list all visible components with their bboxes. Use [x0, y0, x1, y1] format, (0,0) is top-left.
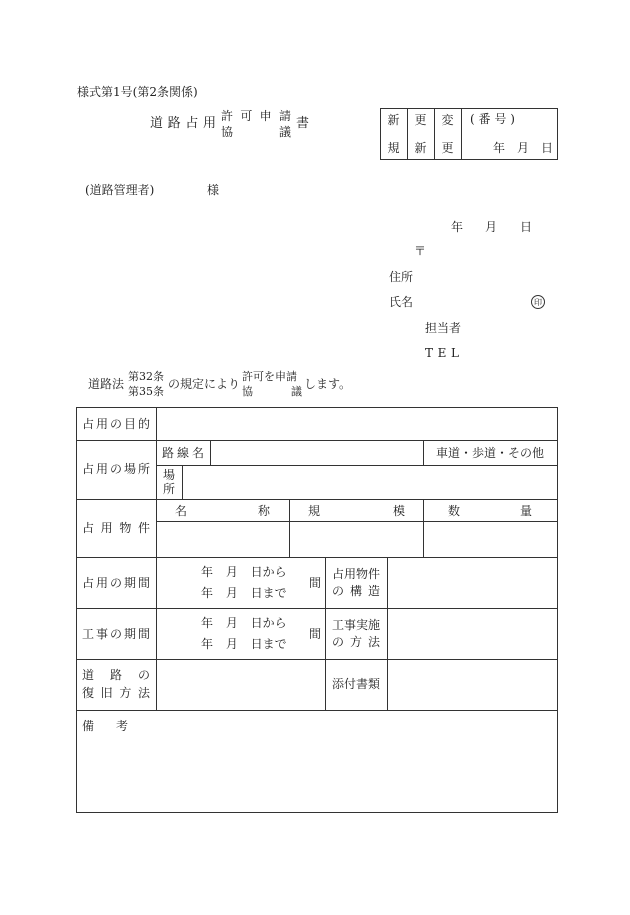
col-name [175, 505, 270, 517]
label-restore-line1 [82, 669, 150, 681]
col-quantity-char: 数 [448, 504, 461, 518]
tel-label [425, 347, 459, 359]
col-scale [308, 505, 405, 517]
modify-char-2: 更 [441, 141, 454, 155]
tel-char: E [437, 346, 447, 360]
label-structure-line2 [332, 585, 380, 597]
col-name-char: 名 [175, 504, 188, 518]
label-road-type: 車道・歩道・その他 [436, 446, 545, 460]
period-char: の [109, 576, 122, 590]
label-period [82, 577, 150, 589]
restore-char: 法 [137, 686, 150, 700]
renew-cell [407, 114, 434, 154]
col-quantity-char: 量 [519, 504, 532, 518]
statement-ending: します。 [304, 377, 352, 391]
purpose-char: 的 [137, 417, 150, 431]
col-quantity [448, 505, 532, 517]
label-restore-line2 [82, 687, 150, 699]
location-char: 場 [123, 462, 136, 476]
title-char: 議 [278, 125, 291, 139]
period-to: 年 月 日まで [201, 586, 287, 600]
tel-char: L [451, 346, 459, 360]
title-permit-bottom [221, 126, 291, 138]
address-label: 住所 [389, 270, 414, 284]
location-char: 所 [137, 462, 150, 476]
statement-article-top: 第32条 [128, 370, 164, 383]
number-char: 番 [478, 112, 491, 126]
name-label: 氏名 [389, 295, 414, 309]
number-label [470, 113, 515, 125]
purpose-char: 占 [82, 417, 95, 431]
objects-char: 件 [137, 521, 150, 535]
title-permit-top [221, 110, 291, 122]
label-objects [82, 522, 150, 534]
label-purpose [82, 418, 150, 430]
title-char: 占 [185, 116, 199, 131]
objects-char: 用 [100, 521, 113, 535]
box-month: 月 [517, 141, 530, 155]
structure-char: 造 [367, 584, 380, 598]
new-char-1: 新 [387, 113, 400, 127]
route-char: 路 [162, 446, 175, 460]
place-char: 場 [163, 468, 176, 482]
statement-article-bottom: 第35条 [128, 385, 164, 398]
seal-icon: 印 [531, 295, 545, 309]
modify-char-1: 変 [441, 113, 454, 127]
box-day: 日 [541, 141, 554, 155]
structure-char: 構 [349, 584, 362, 598]
label-attachments: 添付書類 [332, 677, 381, 691]
new-char-2: 規 [387, 141, 400, 155]
title-char: 請 [278, 109, 291, 123]
title-char: 可 [240, 109, 253, 123]
place-char: 所 [163, 482, 176, 496]
cperiod-char: 事 [95, 627, 108, 641]
renew-char-2: 新 [414, 141, 427, 155]
purpose-char: の [109, 417, 122, 431]
label-method-line2 [332, 636, 380, 648]
location-char: 用 [95, 462, 108, 476]
restore-char: 路 [109, 668, 122, 682]
title-char: 道 [150, 116, 164, 131]
addressee-label: (道路管理者) [85, 183, 155, 197]
location-char: 占 [82, 462, 95, 476]
period-char: 用 [95, 576, 108, 590]
method-char: 方 [349, 635, 362, 649]
col-scale-char: 模 [392, 504, 405, 518]
col-name-char: 称 [257, 504, 270, 518]
contact-label: 担当者 [425, 321, 462, 335]
method-char: の [332, 635, 345, 649]
period-interval: 間 [309, 576, 322, 590]
statement-law: 道路法 [88, 377, 125, 391]
title-main-left [150, 117, 216, 130]
restore-char: 道 [82, 668, 95, 682]
purpose-char: 用 [95, 417, 108, 431]
statement-middle: の規定により [168, 377, 241, 391]
number-char: 号 [494, 112, 507, 126]
remarks-char: 考 [115, 719, 128, 733]
structure-char: の [332, 584, 345, 598]
new-cell [380, 114, 407, 154]
box-year: 年 [493, 141, 506, 155]
apply-year: 年 [451, 220, 464, 234]
construction-interval: 間 [309, 627, 322, 641]
addressee-honorific: 様 [207, 183, 220, 197]
purpose-char: 目 [123, 417, 136, 431]
construction-from: 年 月 日から [201, 616, 287, 630]
restore-char: 方 [119, 686, 132, 700]
method-char: 法 [367, 635, 380, 649]
cperiod-char: 期 [123, 627, 136, 641]
title-char: 申 [259, 109, 272, 123]
restore-char: の [137, 668, 150, 682]
cperiod-char: の [109, 627, 122, 641]
objects-char: 占 [82, 521, 95, 535]
label-place [163, 469, 175, 495]
action-char: 議 [291, 385, 302, 398]
renew-char-1: 更 [414, 113, 427, 127]
title-char: 協 [221, 125, 234, 139]
label-construction-period [82, 628, 150, 640]
period-char: 期 [123, 576, 136, 590]
route-char: 名 [191, 446, 204, 460]
construction-to: 年 月 日まで [201, 637, 287, 651]
modify-cell [434, 114, 461, 154]
restore-char: 旧 [100, 686, 113, 700]
remarks-char: 備 [82, 719, 95, 733]
title-char: 許 [221, 109, 234, 123]
route-char: 線 [176, 446, 189, 460]
cperiod-char: 工 [82, 627, 95, 641]
location-char: の [109, 462, 122, 476]
title-char: 路 [167, 116, 181, 131]
label-route-name [162, 447, 204, 459]
number-char: ) [510, 112, 515, 126]
statement-action-bottom [242, 386, 302, 397]
postal-mark: 〒 [414, 244, 427, 258]
form-number: 様式第1号(第2条関係) [77, 85, 198, 99]
restore-char: 復 [82, 686, 95, 700]
period-from: 年 月 日から [201, 565, 287, 579]
apply-month: 月 [485, 220, 498, 234]
apply-day: 日 [520, 220, 533, 234]
tel-char: T [425, 346, 434, 360]
title-char: 用 [202, 116, 216, 131]
period-char: 占 [82, 576, 95, 590]
cperiod-char: 間 [137, 627, 150, 641]
col-scale-char: 規 [308, 504, 321, 518]
title-main-right: 書 [296, 116, 310, 131]
label-method-line1: 工事実施 [332, 618, 381, 632]
action-char: 協 [242, 385, 253, 398]
label-remarks [82, 720, 128, 732]
label-location [82, 463, 150, 475]
label-structure-line1: 占用物件 [332, 567, 381, 581]
statement-action-top: 許可を申請 [242, 370, 297, 383]
objects-char: 物 [119, 521, 132, 535]
period-char: 間 [137, 576, 150, 590]
number-char: ( [470, 112, 475, 126]
